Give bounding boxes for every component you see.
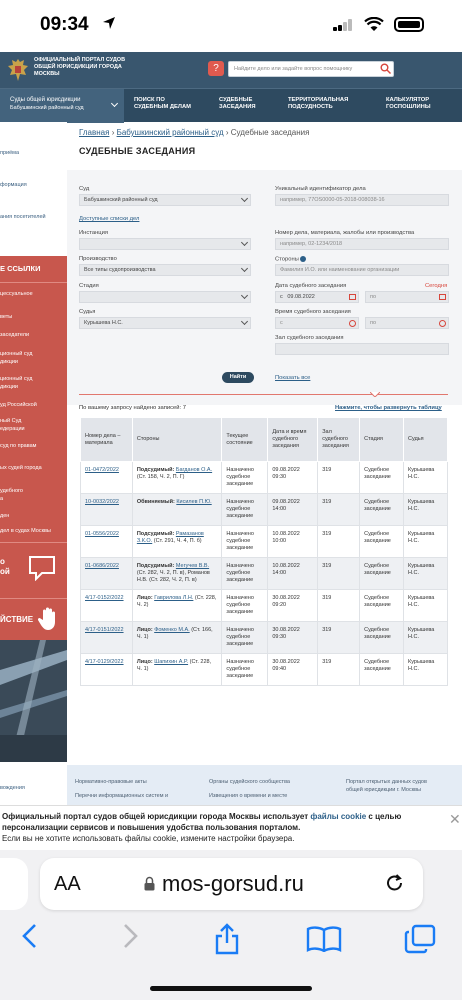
case-number-link[interactable]: 10-0032/2022 [85,499,119,505]
clock-icon[interactable] [349,320,356,327]
lock-icon [144,876,155,891]
hall-input[interactable] [275,343,449,355]
show-all-link[interactable]: Показать все [275,375,311,381]
session-date: 30.08.2022 [272,595,300,601]
close-icon[interactable]: ✕ [449,811,461,827]
bookmarks-icon[interactable] [306,926,342,952]
expand-table-link[interactable]: Нажмите, чтобы развернуть таблицу [335,405,442,411]
judge-cell: Курышева Н.С. [404,558,448,590]
home-indicator [150,986,312,991]
datetime-cell [268,654,318,686]
breadcrumb [79,128,309,137]
cookie-link[interactable]: файлы cookie [310,812,367,821]
session-time: 09:30 [272,474,287,480]
case-number-link[interactable]: 4/17-0151/2022 [85,627,124,633]
case-number-link[interactable]: 01-0472/2022 [85,467,119,473]
cookie-text-1: Официальный портал судов общей юрисдикции города Москвы использует [2,812,311,821]
sidebar-city-image [0,640,67,762]
cookie-text [2,811,432,844]
state-cell: Назначено судебное заседание [222,526,268,558]
footer-link[interactable]: Извещения о времени и месте [209,793,288,799]
case-number-link[interactable]: 01-0556/2022 [85,531,119,537]
session-date: 30.08.2022 [272,659,300,665]
date-label: Дата судебного заседания [275,283,347,289]
table-row[interactable] [81,622,448,654]
search-input[interactable]: Найдите дело или задайте вопрос помощнику [228,61,394,77]
column-header[interactable]: Дата и время судебного заседания [268,418,318,462]
uid-input[interactable]: например, 77OS0000-05-2018-008038-16 [275,194,449,206]
reader-settings-button[interactable]: AA [54,873,81,895]
party-role: Лицо: [136,659,153,665]
sidebar-item[interactable]: ания посетителей [0,214,46,220]
parties-cell [132,494,222,526]
table-row[interactable] [81,590,448,622]
page-title: СУДЕБНЫЕ ЗАСЕДАНИЯ [79,146,196,156]
back-icon[interactable] [20,923,40,949]
party-role: Лицо: [136,595,153,601]
divider-notch-icon [370,392,380,397]
portal-title[interactable]: ОФИЦИАЛЬНЫЙ ПОРТАЛ СУДОВ ОБЩЕЙ ЮРИСДИКЦИИ ГОРОДА МОСКВЫ [34,57,126,77]
sidebar-feedback-block[interactable] [0,542,67,598]
table-row[interactable] [81,462,448,494]
session-time: 09:20 [272,602,287,608]
hall-cell: 319 [318,622,360,654]
column-header[interactable]: Текущее состояние [222,418,268,462]
party-article: (Ст. 282, Ч. 2, П. в), Романов Н.В. (Ст. 282, Ч. 2, П. в) [136,570,210,583]
judge-label: Судья [79,309,96,315]
footer-link[interactable]: Органы судейского сообщества [209,779,290,785]
judge-cell: Курышева Н.С. [404,526,448,558]
sidebar-link[interactable]: уд Российской [0,402,37,408]
case-number-cell [81,462,133,494]
hall-label: Зал судебного заседания [275,335,344,341]
status-bar [0,0,462,52]
party-article: (Ст. 166, Ч. 1) [136,627,213,640]
session-date: 09.08.2022 [272,467,300,473]
clock: 09:34 [40,14,89,35]
case-number-link[interactable]: 01-0686/2022 [85,563,119,569]
party-role: Подсудимый: [136,467,175,473]
date-from-input[interactable] [275,291,359,303]
session-date: 09.08.2022 [272,499,300,505]
sidebar-link[interactable]: дел в судах Москвы [0,528,51,534]
coat-of-arms-logo[interactable] [6,57,30,83]
proceeding-select[interactable]: Все типы судопроизводства [79,264,251,276]
divider [79,394,448,395]
nav-courts-label: Суды общей юрисдикции [10,97,81,103]
judge-cell: Курышева Н.С. [404,494,448,526]
column-header[interactable]: Стороны [132,418,222,462]
court-label: Суд [79,186,90,192]
case-number-cell [81,622,133,654]
time-to-input[interactable]: по [365,317,449,329]
today-link[interactable]: Сегодня [425,283,448,289]
sidebar-link[interactable]: цессуальное [0,291,33,297]
instance-label: Инстанция [79,230,108,236]
results-count: По вашему запросу найдено записей: 7 [79,405,186,411]
hall-cell: 319 [318,654,360,686]
stage-cell: Судебное заседание [360,590,404,622]
hand-icon [38,607,58,631]
hall-cell: 319 [318,526,360,558]
sidebar-links-header: Е ССЫЛКИ [0,264,41,273]
chat-icon [28,555,56,581]
sidebar-link[interactable]: дикции [0,384,18,390]
sidebar-link[interactable]: веты [0,314,13,320]
datetime-cell [268,558,318,590]
table-row[interactable] [81,526,448,558]
column-header[interactable]: Номер дела – материала [81,418,133,462]
session-date: 30.08.2022 [272,627,300,633]
nav-item-fee-calculator[interactable]: КАЛЬКУЛЯТОР ГОСПОШЛИНЫ [386,97,431,110]
nav-courts-sub: Бабушкинский районный суд [10,105,84,111]
breadcrumb-court[interactable]: Бабушкинский районный суд [116,128,224,137]
party-name-link[interactable]: Багданов О.А. [175,467,213,473]
datetime-cell [268,494,318,526]
url-text[interactable]: mos-gorsud.ru [162,871,304,896]
date-from-prefix: с [280,294,283,300]
search-icon[interactable] [380,63,391,74]
datetime-cell [268,590,318,622]
parties-cell [132,654,222,686]
cookie-text-2: с целью персонализации сервисов и повышения удобства пользования порталом. [2,812,402,832]
time-label: Время судебного заседания [275,309,351,315]
party-name-link[interactable]: Шапихин А.Р. [154,659,189,665]
proceeding-label: Производство [79,256,117,262]
footer [67,765,462,805]
location-arrow-icon [102,16,116,30]
party-role: Лицо: [136,627,153,633]
parties-input[interactable]: Фамилия И.О. или наименование организации [275,264,449,276]
stage-cell: Судебное заседание [360,526,404,558]
state-cell: Назначено судебное заседание [222,654,268,686]
date-from-value: 09.08.2022 [287,294,315,300]
sidebar-link[interactable]: а [0,496,4,502]
chevron-down-icon [111,100,118,107]
parties-cell [132,526,222,558]
session-time: 09:40 [272,666,287,672]
case-number-cell [81,654,133,686]
sidebar-item[interactable]: формация [0,182,27,188]
column-header[interactable]: Стадия [360,418,404,462]
results-table [80,417,448,686]
forward-icon[interactable] [120,923,140,949]
info-icon[interactable] [300,256,306,262]
case-number-input[interactable]: например, 02-1234/2018 [275,238,449,250]
party-article: (Ст. 291, Ч. 4, П. б) [153,538,202,544]
sidebar-links-panel-2 [0,416,67,542]
column-header[interactable]: Судья [404,418,448,462]
sidebar-link[interactable]: удебного [0,488,23,494]
case-number-cell [81,526,133,558]
share-icon[interactable] [212,923,242,955]
hall-cell: 319 [318,558,360,590]
case-number-link[interactable]: 4/17-0129/2022 [85,659,124,665]
sidebar-link[interactable]: ден [0,513,10,519]
parties-cell [132,590,222,622]
footer-link[interactable]: общей юрисдикции г. Москвы [346,787,421,793]
calendar-icon[interactable] [349,294,356,300]
available-lists-link[interactable]: Доступные списки дел [79,216,140,222]
court-select[interactable]: Бабушкинский районный суд [79,194,251,206]
hall-cell: 319 [318,462,360,494]
judge-cell: Курышева Н.С. [404,622,448,654]
party-name-link[interactable]: Гаврилова Л.Н. [154,595,194,601]
sidebar-link[interactable]: ых судей города [0,465,42,471]
case-number-cell [81,558,133,590]
state-cell: Назначено судебное заседание [222,558,268,590]
session-date: 10.08.2022 [272,563,300,569]
case-number-label: Номер дела, материала, жалобы или производства [275,230,415,236]
sidebar-links-panel [0,256,67,416]
state-cell: Назначено судебное заседание [222,494,268,526]
case-number-cell [81,590,133,622]
wifi-icon [364,17,384,32]
sidebar-link[interactable]: ный Суд [0,418,22,424]
search-form [67,170,462,405]
party-name-link[interactable]: Мегучев В.В. [175,563,210,569]
table-row[interactable] [81,558,448,590]
sidebar-item[interactable]: приёма [0,150,20,156]
stage-cell: Судебное заседание [360,622,404,654]
judge-cell: Курышева Н.С. [404,590,448,622]
breadcrumb-home[interactable]: Главная [79,128,110,137]
judge-cell: Курышева Н.С. [404,654,448,686]
datetime-cell [268,462,318,494]
parties-label [275,256,306,263]
footer-link[interactable]: Портал открытых данных судов [346,779,427,785]
help-icon[interactable]: ? [208,61,224,76]
parties-cell [132,622,222,654]
table-row[interactable] [81,654,448,686]
sidebar-link[interactable]: заседатели [0,332,30,338]
previous-tab-preview[interactable] [0,858,28,910]
sidebar [0,122,67,791]
reload-icon[interactable] [384,872,406,894]
column-header[interactable]: Зал судебного заседания [318,418,360,462]
state-cell: Назначено судебное заседание [222,622,268,654]
case-number-link[interactable]: 4/17-0152/2022 [85,595,124,601]
breadcrumb-separator: › [225,128,231,137]
sidebar-link[interactable]: ционный суд [0,351,33,357]
sidebar-link[interactable]: дикции [0,359,18,365]
breadcrumb-separator: › [111,128,117,137]
cookie-text-3: Если вы не хотите использовать файлы cookie, измените настройки браузера. [2,834,295,843]
datetime-cell [268,622,318,654]
judge-select[interactable]: Курышева Н.С. [79,317,251,329]
hall-cell: 319 [318,494,360,526]
session-time: 14:00 [272,570,287,576]
tabs-icon[interactable] [404,924,436,954]
hall-cell: 319 [318,590,360,622]
sidebar-link[interactable]: суд по правам [0,443,37,449]
sidebar-feedback-label-2: ой [0,567,10,576]
battery-icon [394,17,424,32]
session-time: 14:00 [272,506,287,512]
browser-toolbar [0,850,462,1000]
datetime-cell [268,526,318,558]
party-name-link[interactable]: Фоменко М.А. [154,627,190,633]
stage-cell: Судебное заседание [360,558,404,590]
case-number-cell [81,494,133,526]
sidebar-link[interactable]: едерации [0,426,25,432]
session-date: 10.08.2022 [272,531,300,537]
parties-cell [132,558,222,590]
parties-label-text: Стороны [275,256,299,263]
party-role: Подсудимый: [136,563,175,569]
sidebar-feedback-label: о [0,557,5,566]
clock-icon[interactable] [439,320,446,327]
party-name-link[interactable]: Кисилев П.Ю. [176,499,212,505]
table-row[interactable] [81,494,448,526]
find-button[interactable]: Найти [222,372,254,383]
footer-link[interactable]: Нормативно-правовые акты [75,779,147,785]
state-cell: Назначено судебное заседание [222,462,268,494]
party-role: Обвиняемый: [136,499,175,505]
calendar-icon[interactable] [439,294,446,300]
main-nav [0,88,462,122]
session-time: 10:00 [272,538,287,544]
stage-cell: Судебное заседание [360,494,404,526]
state-cell: Назначено судебное заседание [222,590,268,622]
footer-link[interactable]: Перечни информационных систем и [75,793,169,799]
nav-item-court-sessions[interactable]: СУДЕБНЫЕ ЗАСЕДАНИЯ [219,97,256,110]
sidebar-action-block[interactable] [0,598,67,640]
nav-item-courts[interactable] [0,89,124,123]
time-from-input[interactable]: с [275,317,359,329]
parties-cell [132,462,222,494]
sidebar-link[interactable]: ционный суд [0,376,33,382]
party-name-link[interactable]: Рамазанов З.К.О. [136,531,204,544]
date-to-input[interactable]: по [365,291,449,303]
stage-select[interactable] [79,291,251,303]
table-header-row [81,418,448,462]
party-article: (Ст. 228, Ч. 1) [136,659,212,672]
session-time: 09:30 [272,634,287,640]
uid-label: Уникальный идентификатор дела [275,186,366,192]
party-article: (Ст. 228, Ч. 2) [136,595,217,608]
nav-item-jurisdiction[interactable]: ТЕРРИТОРИАЛЬНАЯ ПОДСУДНОСТЬ [288,97,349,110]
party-role: Подсудимый: [136,531,175,537]
stage-cell: Судебное заседание [360,462,404,494]
cellular-signal-icon [333,19,353,31]
judge-cell: Курышева Н.С. [404,462,448,494]
instance-select[interactable] [79,238,251,250]
breadcrumb-current: Судебные заседания [230,128,310,137]
sidebar-item[interactable]: вождения [0,785,25,791]
party-article: (Ст. 158, Ч. 2, П. Г) [136,474,185,480]
sidebar-action-label: ЙСТВИЕ [0,615,34,624]
address-bar[interactable] [40,858,423,910]
stage-label: Стадия [79,283,99,289]
nav-item-case-search[interactable]: ПОИСК ПО СУДЕБНЫМ ДЕЛАМ [134,97,191,110]
stage-cell: Судебное заседание [360,654,404,686]
cookie-banner [0,805,462,850]
